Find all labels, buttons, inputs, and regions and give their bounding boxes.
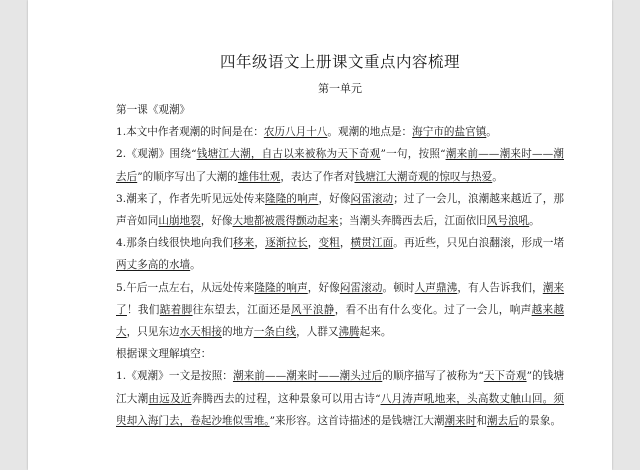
answer-underline: 雄伟壮观: [237, 170, 281, 183]
text: ，好像: [307, 281, 340, 294]
answer-underline: 潮来前——潮来时——潮头过后: [232, 370, 383, 383]
text: ，好像: [200, 215, 233, 228]
text: 3.潮来了，作者先听见远处传来: [116, 192, 266, 205]
answer-underline: 风平浪静: [290, 303, 335, 316]
answer-underline: 风号浪吼: [486, 215, 530, 228]
answer-underline: 闷雷滚动: [350, 192, 394, 205]
answer-underline: 逐渐拉长: [265, 237, 308, 250]
text: 的景象。: [518, 414, 562, 427]
document-page: [28, 0, 612, 470]
answer-underline: 钱塘江大潮，自古以来被称为天下奇观: [196, 148, 381, 161]
text: 4.那条白线很快地向我们: [116, 237, 233, 250]
lesson-title: 第一课《观潮》: [116, 104, 191, 116]
text: ，: [339, 237, 351, 250]
paragraph-f1: [116, 365, 564, 432]
text: ，好像: [318, 192, 351, 205]
text: 往东望去，江面还是: [192, 303, 291, 316]
text: 。观潮的地点是：: [327, 126, 413, 139]
answer-underline: 闷雷滚动: [339, 281, 383, 294]
text: ”来形容。这首诗描述的是钱塘江大潮: [269, 414, 445, 427]
answer-underline: 水天相接: [179, 326, 222, 339]
text: ”的顺序写出了大潮的: [137, 170, 238, 183]
text: 。: [492, 170, 503, 183]
paragraph-q1: [116, 121, 564, 143]
fill-section-title: 根据课文理解填空：: [116, 348, 212, 361]
text: ；当潮头奔腾西去后，江面依旧: [338, 215, 487, 228]
text: 。: [529, 215, 540, 228]
text: 。: [486, 126, 497, 139]
paragraph-q5: [116, 277, 564, 344]
answer-underline: 移来: [233, 237, 255, 250]
document-title: 四年级语文上册课文重点内容梳理: [219, 53, 460, 71]
answer-underline: 人声鼎沸: [414, 281, 458, 294]
answer-underline: 踮着脚: [159, 303, 193, 316]
answer-underline: 两丈多高的水墙: [116, 259, 191, 272]
answer-underline: 潮来前——潮来时——潮去后: [116, 148, 564, 183]
answer-underline: 大地都被震得颤动起来: [232, 215, 339, 228]
text: 的地方: [221, 326, 254, 339]
text: ，有人告诉我们，: [457, 281, 543, 294]
text: ，人群又: [296, 326, 339, 339]
text: ，看不出有什么变化。过了一会儿，响声: [334, 303, 532, 316]
paragraph-q3: [116, 188, 564, 232]
text: 1.《观潮》一文是按照：: [116, 370, 233, 383]
paragraph-q2: [116, 143, 564, 187]
text: ”的钱塘江大潮: [116, 370, 565, 405]
answer-underline: 变粗: [318, 237, 340, 250]
text: ，: [254, 237, 266, 250]
answer-underline: 隆隆的响声: [265, 192, 319, 205]
text: 和: [476, 414, 487, 427]
text: 。顿时: [382, 281, 415, 294]
answer-underline: 钱塘江大潮奇观的惊叹与热爱: [354, 170, 493, 183]
answer-underline: 潮来时: [444, 414, 477, 427]
unit-heading: 第一单元: [318, 82, 362, 95]
text: ；过了一会儿，浪潮越来越近了，那声音如同: [116, 192, 565, 228]
answer-underline: 越来越大: [116, 303, 565, 339]
text: 奔腾西去的过程，这种景象可以用古诗“: [191, 392, 381, 405]
document-body: [116, 99, 564, 432]
answer-underline: 隆隆的响声: [254, 281, 308, 294]
text: ！我们: [126, 303, 160, 316]
answer-underline: 天下奇观: [483, 370, 527, 383]
paragraph-q4: [116, 232, 564, 276]
text: 2.《观潮》围绕“: [116, 148, 197, 161]
answer-underline: 潮来了: [116, 281, 565, 316]
answer-underline: 山崩地裂: [158, 215, 201, 228]
text: 的顺序描写了被称为“: [382, 370, 484, 383]
text: ，只见东边: [126, 326, 180, 339]
answer-underline: 沸腾: [338, 326, 360, 339]
answer-underline: 潮去后: [486, 414, 519, 427]
answer-underline: 横贯江面: [350, 237, 394, 250]
answer-underline: 海宁市的盐官镇: [412, 126, 487, 139]
text: ”一句，按照“: [380, 148, 446, 161]
text: 起来。: [359, 326, 392, 339]
text: ，表达了作者对: [280, 170, 355, 183]
text: ，: [307, 237, 319, 250]
text: 1.本文中作者观潮的时间是在：: [116, 126, 264, 139]
text: 。再近些，只见白浪翻滚，形成一堵: [393, 237, 565, 250]
text: 。: [190, 259, 201, 272]
answer-underline: 八月涛声吼地来，头高数丈触山回。须臾却入海门去，卷起沙堆似雪堆。: [116, 392, 565, 427]
answer-underline: 由远及近: [148, 392, 192, 405]
text: 5.午后一点左右，从远处传来: [116, 281, 255, 294]
answer-underline: 农历八月十八: [263, 126, 328, 139]
answer-underline: 一条白线: [253, 326, 297, 339]
